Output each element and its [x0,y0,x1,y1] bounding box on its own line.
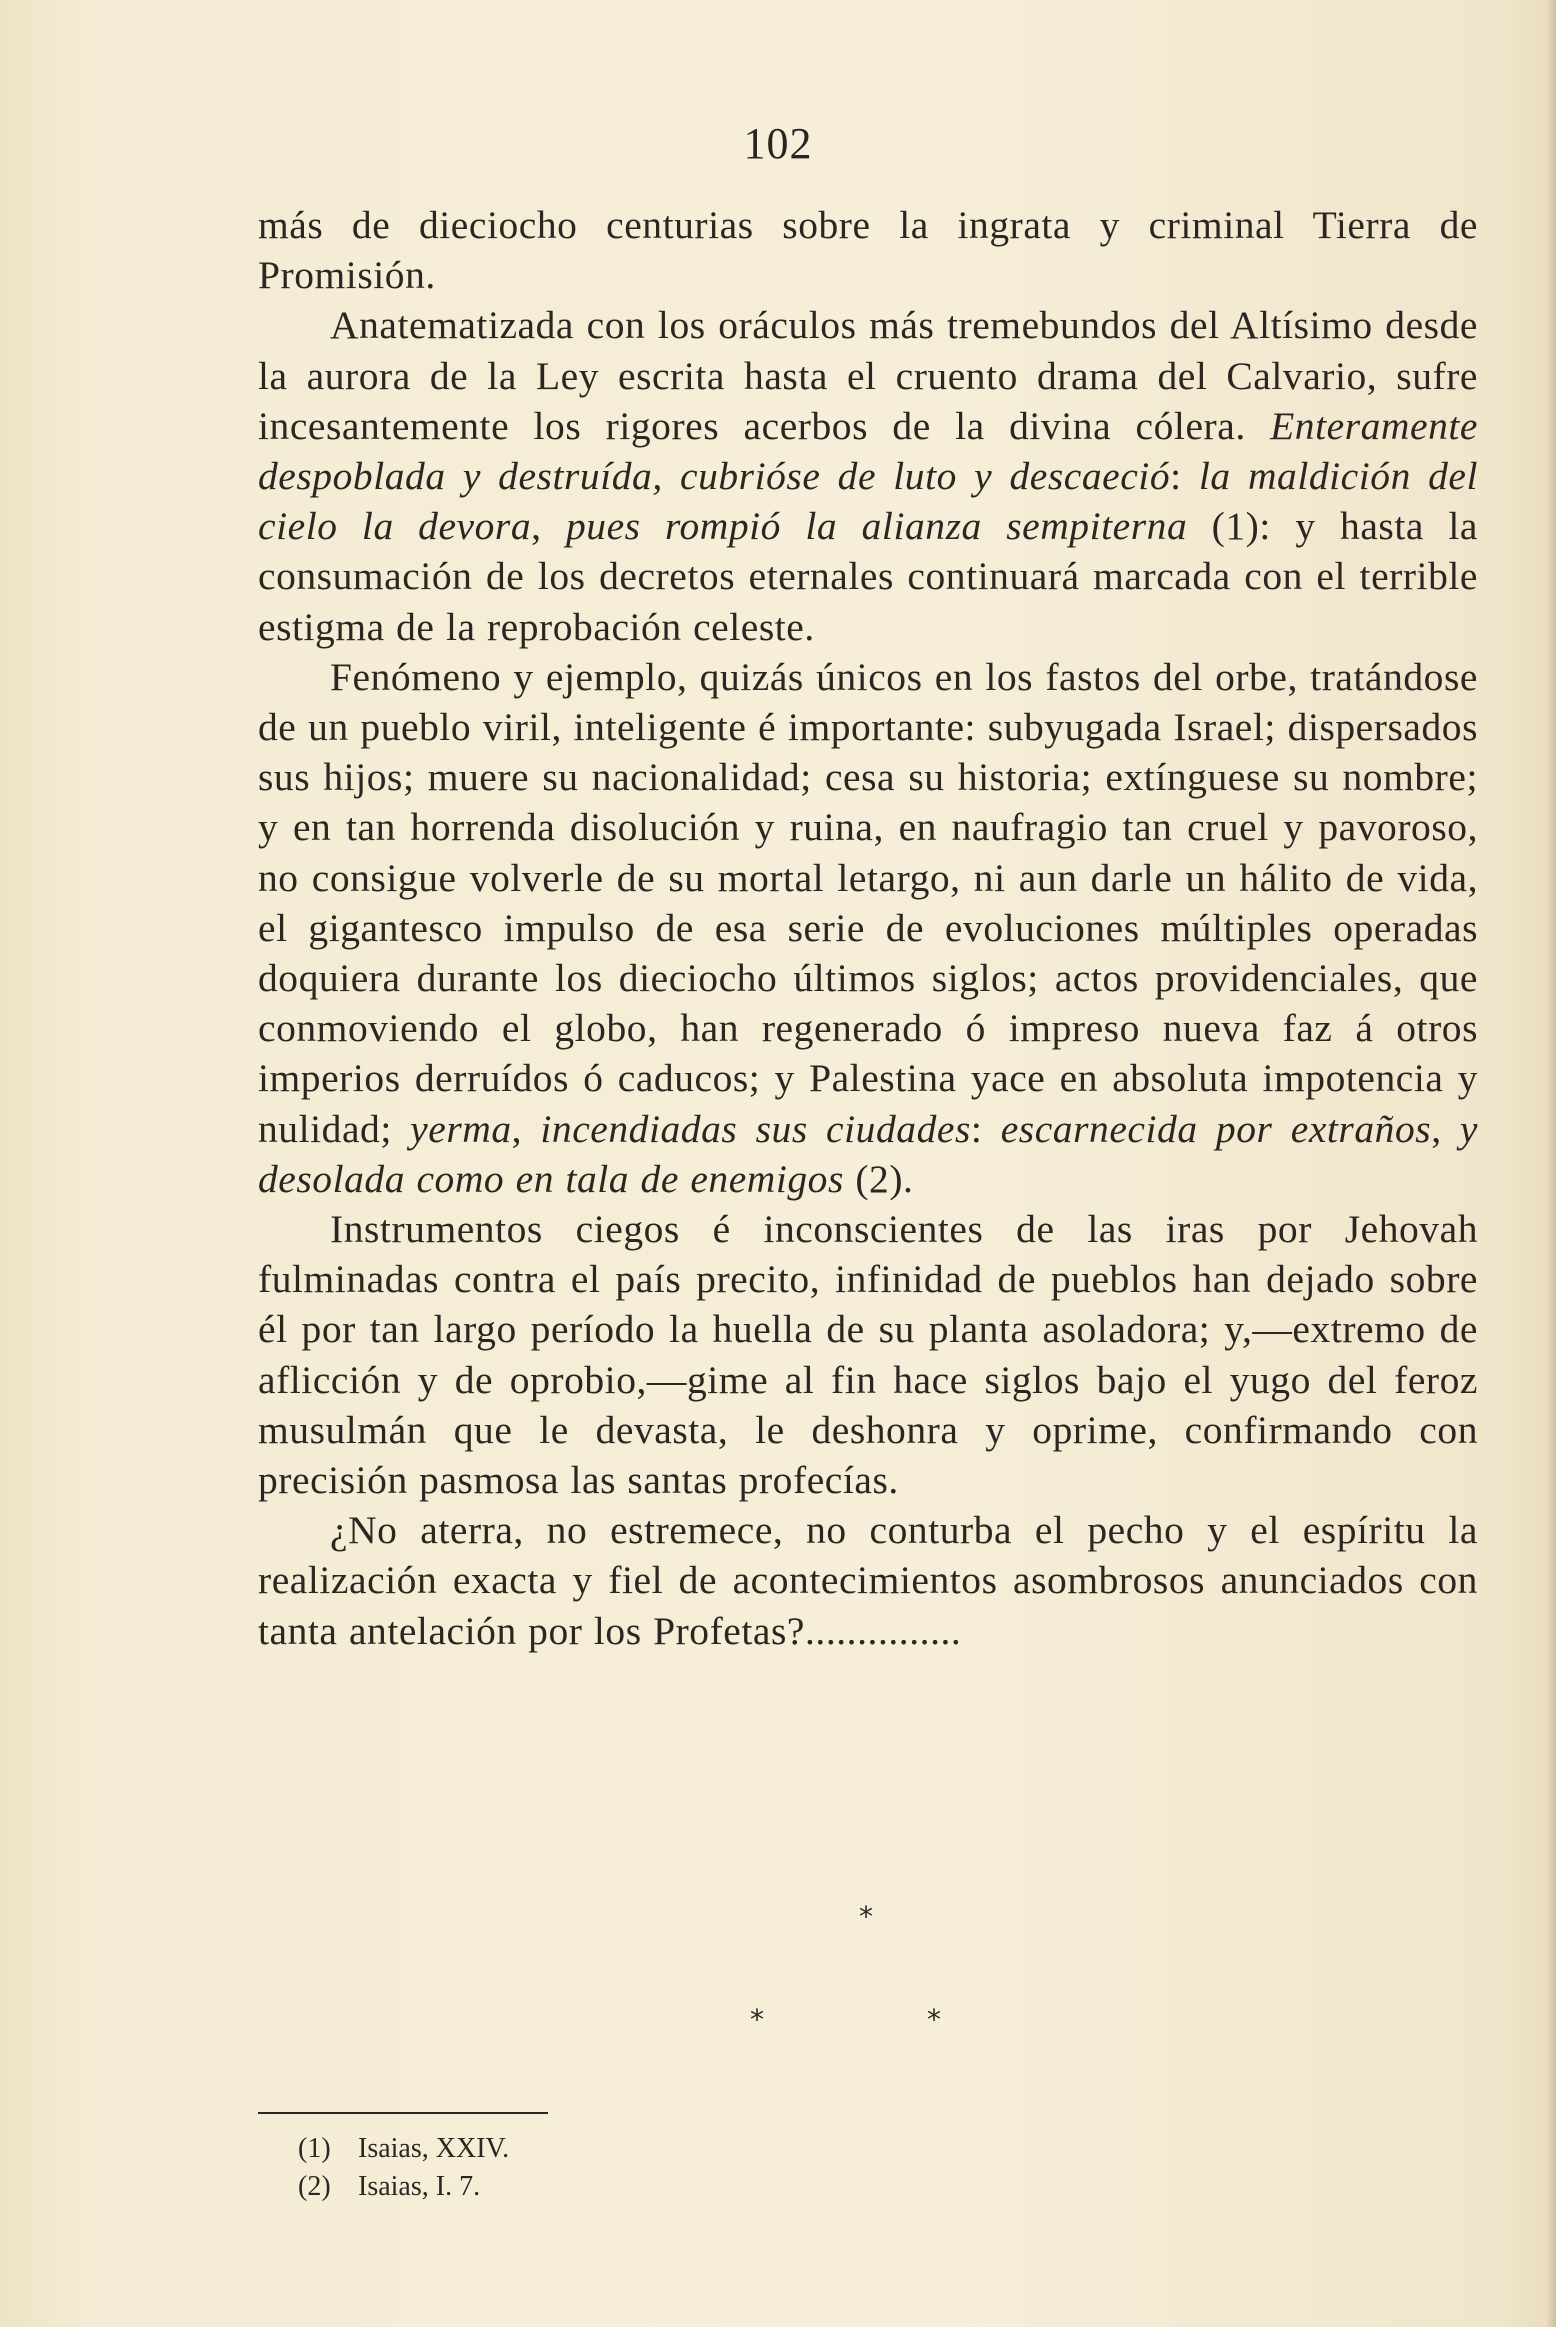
footnote-1 [298,2130,509,2168]
footnote-2-mark: (2) [298,2171,331,2202]
text-run: más de dieciocho centurias sobre la ingrata y criminal Tierra de Promisión. [258,203,1478,298]
footnote-rule [258,2112,548,2114]
text-run: (2). [843,1156,914,1201]
text-run: : [1170,454,1199,499]
italic-run: pues rompió la alianza sempiterna [566,504,1188,549]
footnote-2-text: Isaias, I. 7. [358,2171,481,2202]
footnote-1-mark: (1) [298,2133,331,2164]
body-text [258,200,1478,1656]
text-run: , [531,504,566,549]
asterism-left-star: * [750,2003,764,2036]
italic-run: la maldición del cielo la devora [258,454,1479,549]
text-run: ¿No aterra, no estremece, no conturba el pecho y el espíritu la realización exacta y fiel de acontecimientos asombrosos anunciados con tanta antelación por los Profetas?............... [258,1508,1478,1653]
text-run: , [1431,1106,1460,1151]
footnote-1-text: Isaias, XXIV. [358,2133,510,2164]
footnote-2 [298,2168,509,2206]
italic-run: escarnecida por extraños [1000,1106,1432,1151]
page-number: 102 [743,119,813,168]
italic-run: Enteramente despoblada y destruída, cubrióse de luto y descaeció [258,403,1478,499]
paragraph-1 [258,200,1478,300]
text-run: Fenómeno y ejemplo, quizás únicos en los fastos del orbe, tratándose de un pueblo viril, inteligente é importante: subyugada Israel; dispersados sus hijos; muere su nacionalidad; cesa su historia; extínguese su nombre; y en tan horrenda disolución y ruina, en naufragio tan cruel y pavoroso, no consigue volverle de su mortal letargo, ni aun darle un hálito de vida, el gigantesco impulso de esa serie de evoluciones múltiples operadas doquiera durante los dieciocho últimos siglos; actos providenciales, que conmoviendo el globo, han regenerado ó impreso nueva faz á otros imperios derruídos ó caducos; y Palestina yace en absoluta impotencia y nulidad; [258,654,1478,1151]
text-run: Anatematizada con los oráculos más tremebundos del Altísimo desde la aurora de la Ley escrita hasta el cruento drama del Calvario, sufre incesantemente los rigores acerbos de la divina cólera. [258,303,1478,448]
paragraph-2 [258,300,1478,651]
page-edge-shadow [1546,0,1556,2327]
paragraph-3 [258,652,1478,1204]
asterism-right-star: * [927,2003,941,2036]
text-run: , [511,1106,541,1151]
text-run: : [970,1106,1001,1151]
asterism-top-star: * [859,1900,873,1933]
text-run: Instrumentos ciegos é inconscientes de las iras por Jehovah fulminadas contra el país precito, infinidad de pueblos han dejado sobre él por tan largo período la huella de su planta asoladora; y,—extremo de aflicción y de oprobio,—gime al fin hace siglos bajo el yugo del feroz musulmán que le devasta, le deshonra y oprime, confirmando con precisión pasmosa las santas profecías. [258,1207,1478,1503]
footnotes [298,2130,509,2206]
italic-run: incendiadas sus ciudades [540,1106,971,1151]
paragraph-5 [258,1505,1478,1656]
paragraph-4 [258,1204,1478,1505]
text-run: (1): y hasta la consumación de los decretos eternales continuará marcada con el terrible estigma de la reprobación celeste. [258,504,1478,649]
italic-run: y desolada como en tala de enemigos [258,1106,1479,1201]
italic-run: yerma [410,1106,512,1151]
